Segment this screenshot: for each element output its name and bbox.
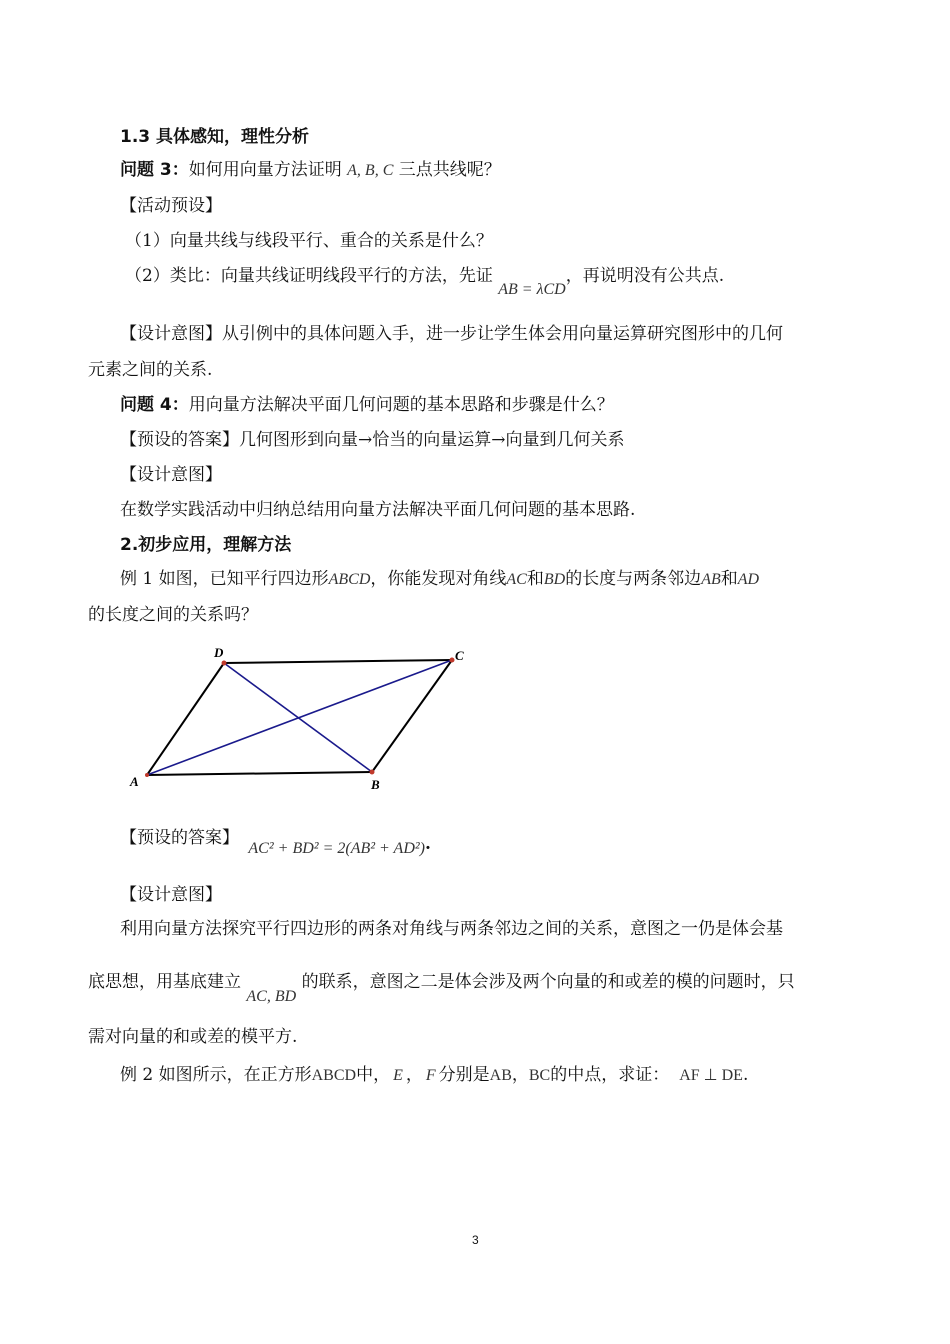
example-2-ab: AB [489,1067,512,1084]
example-2-bc: BC [528,1067,551,1084]
question-3-text-end: 三点共线呢？ [398,160,501,180]
point-d [222,661,227,666]
example-1-prefix: 例 1 如图，已知平行四边形 [120,569,329,589]
label-b: B [371,777,380,792]
design-intent-1-line1: 【设计意图】从引例中的具体问题入手，进一步让学生体会用向量运算研究图形中的几何 [120,324,783,344]
example-1-ad: AD [737,571,760,588]
example-2-sep: ， [405,1065,423,1085]
example-1-and2: 和 [720,569,738,589]
preset-answer-2-dot: . [425,834,431,854]
activity-heading: 【活动预设】 [120,196,222,216]
example-1-bd: BD [543,571,566,588]
diagonal-ac [147,660,452,775]
design-intent-3-prefix: 底思想，用基底建立 [88,972,241,992]
example-2-t2: 分别是 [438,1065,490,1085]
example-2-prefix: 例 2 如图所示，在正方形 [120,1065,312,1085]
side-da [147,663,224,775]
example-2-t1: 中， [356,1065,391,1085]
activity-item-2-suffix: ，再说明没有公共点. [565,266,725,286]
section-heading-1-3: 1.3 具体感知，理性分析 [120,127,310,147]
point-c [450,658,455,663]
activity-item-1: （1）向量共线与线段平行、重合的关系是什么？ [125,231,493,251]
question-4-text: 用向量方法解决平面几何问题的基本思路和步骤是什么？ [188,395,614,415]
example-1-ab: AB [701,571,721,588]
example-2-conclusion: AF ⊥ DE [679,1067,743,1084]
example-1-ac: AC [506,571,527,588]
diagonal-bd [224,663,372,772]
page-number: 3 [472,1233,479,1247]
label-d: D [214,645,224,660]
label-c: C [455,648,464,663]
example-2 [120,1063,748,1088]
design-intent-3-suffix: 的联系，意图之二是体会涉及两个向量的和或差的模的问题时，只 [301,972,795,992]
preset-answer-2 [120,826,431,857]
question-3-text: 如何用向量方法证明 [188,160,342,180]
preset-answer-2-heading: 【预设的答案】 [120,828,239,848]
example-2-e: E [393,1067,403,1084]
point-a [145,773,149,777]
example-1-abcd: ABCD [328,571,371,588]
design-intent-3-math: AC, BD [246,988,297,1005]
question-4-label: 问题 4： [120,395,189,415]
example-2-f: F [425,1067,436,1084]
example-1-and1: 和 [526,569,544,589]
side-bc [372,660,452,772]
point-b [370,770,375,775]
example-1-mid2: 的长度与两条邻边 [565,569,702,589]
question-3-label: 问题 3： [120,160,189,180]
side-cd [224,660,452,663]
example-2-comma: ， [511,1065,529,1085]
design-intent-3-line2 [88,970,795,1005]
design-intent-3-heading: 【设计意图】 [120,885,222,905]
example-1-mid1: ，你能发现对角线 [370,569,507,589]
example-2-abcd: ABCD [311,1067,357,1084]
design-intent-1-line2: 元素之间的关系. [88,360,213,380]
section-heading-2: 2.初步应用，理解方法 [120,535,292,555]
preset-answer-1: 【预设的答案】几何图形到向量→恰当的向量运算→向量到几何关系 [120,430,625,450]
design-intent-2-text: 在数学实践活动中归纳总结用向量方法解决平面几何问题的基本思路. [120,500,636,520]
side-ab [147,772,372,775]
design-intent-2-heading: 【设计意图】 [120,465,222,485]
design-intent-3-line3: 需对向量的和或差的模平方. [88,1027,298,1047]
preset-answer-2-formula: AC² + BD² = 2(AB² + AD²) [248,840,425,857]
design-intent-3-line1: 利用向量方法探究平行四边形的两条对角线与两条邻边之间的关系，意图之一仍是体会基 [120,919,783,939]
example-1-line2: 的长度之间的关系吗？ [88,605,258,625]
question-3-math: A, B, C [347,162,394,179]
activity-item-2-math: AB = λCD [498,281,566,298]
example-2-end: . [742,1065,749,1085]
example-2-t3: 的中点，求证： [550,1065,670,1085]
activity-item-2-prefix: （2）类比：向量共线证明线段平行的方法，先证 [125,266,493,286]
label-a: A [130,774,139,789]
